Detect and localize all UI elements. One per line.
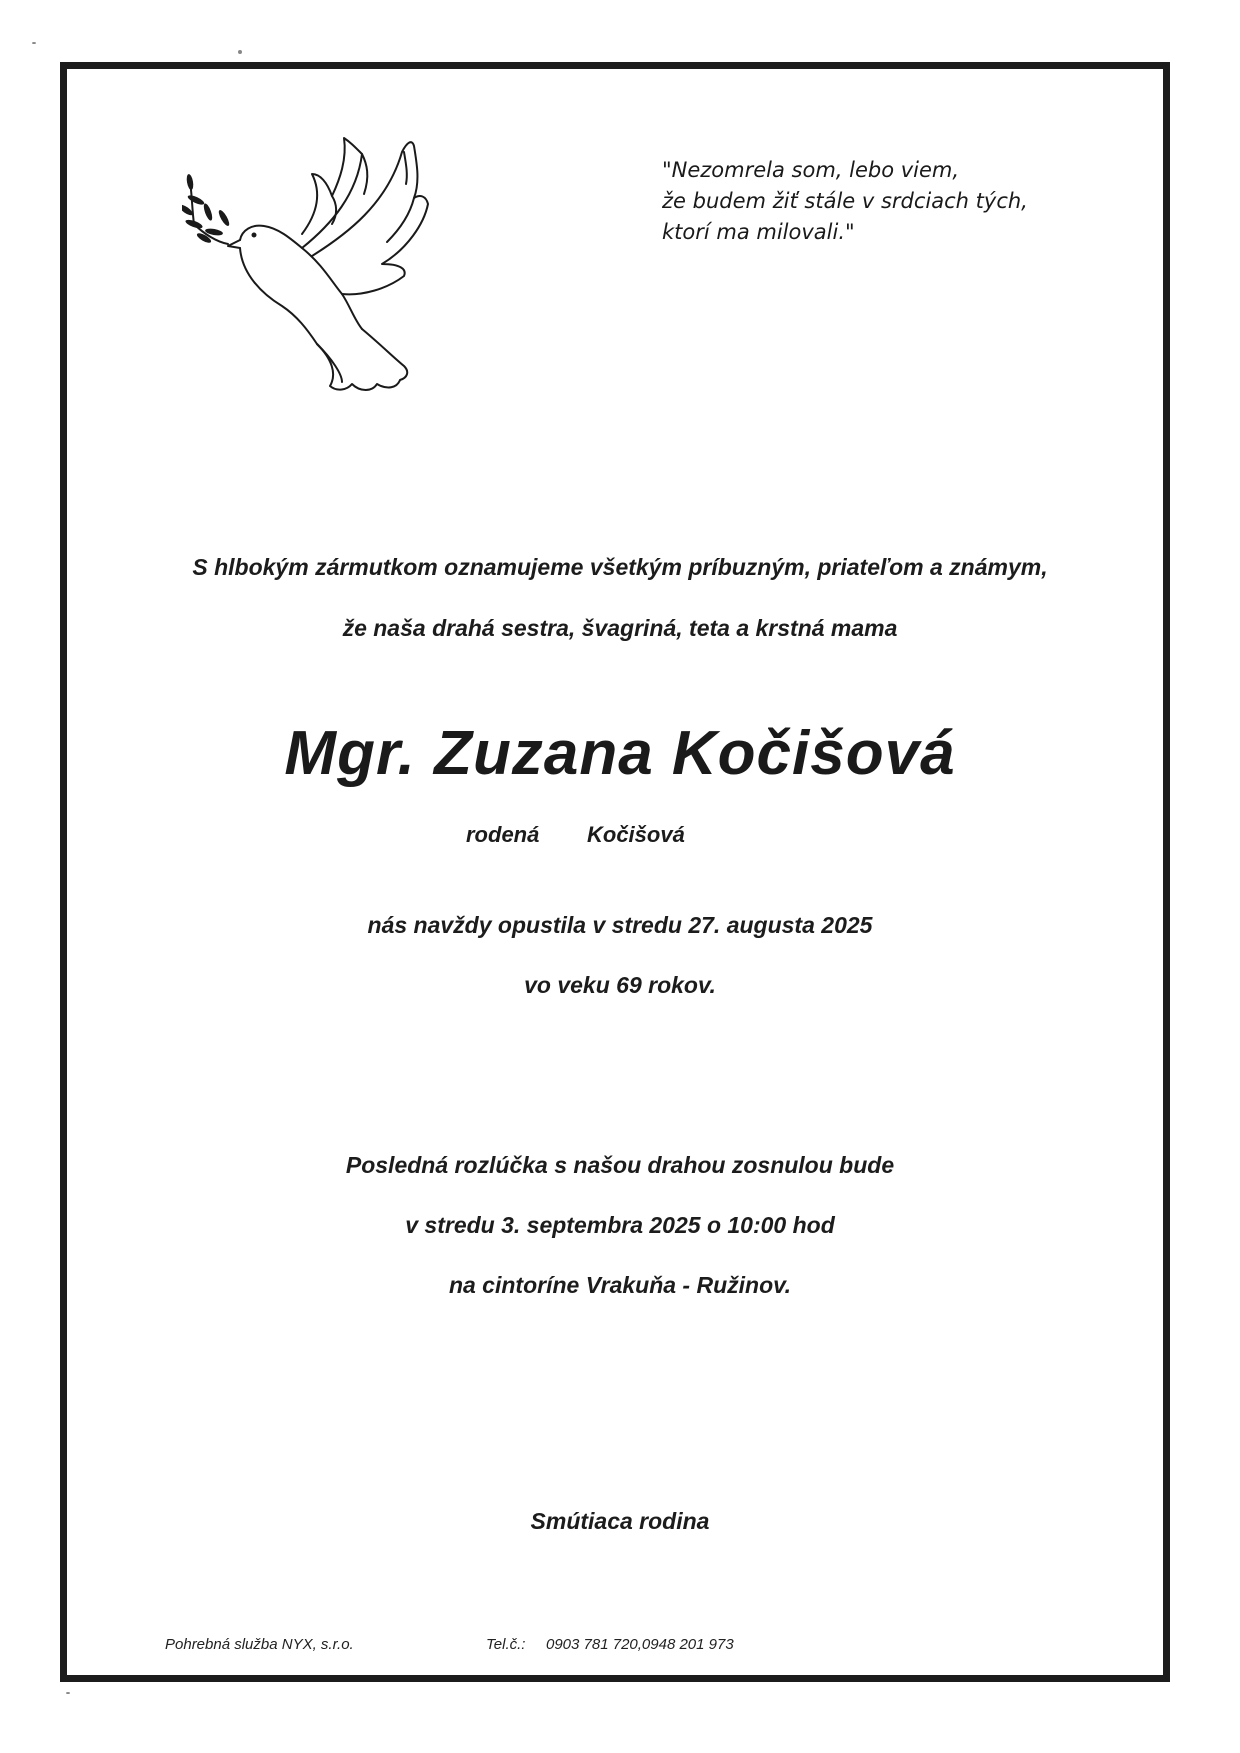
scan-speck — [238, 50, 242, 54]
signature: Smútiaca rodina — [530, 1508, 710, 1534]
age-line: vo veku 69 rokov. — [524, 972, 716, 998]
deceased-name: Mgr. Zuzana Kočišová — [284, 719, 956, 788]
funeral-intro: Posledná rozlúčka s našou drahou zosnulou bude — [345, 1152, 895, 1178]
footer-company: Pohrebná služba NYX, s.r.o. — [165, 1636, 354, 1653]
announcement-relation: že naša drahá sestra, švagriná, teta a krstná mama — [342, 615, 898, 641]
quote-line: že budem žiť stále v srdciach tých, — [662, 189, 1028, 213]
footer-phone-label: Tel.č.: — [486, 1636, 526, 1653]
announcement-line: S hlbokým zármutkom oznamujeme všetkým príbuzným, priateľom a známym, — [192, 554, 1048, 580]
scan-speck — [66, 1692, 70, 1694]
funeral-location: na cintoríne Vrakuňa - Ružinov. — [448, 1272, 792, 1298]
footer-phone: 0903 781 720,0948 201 973 — [546, 1636, 734, 1653]
quote-line: "Nezomrela som, lebo viem, — [662, 158, 960, 182]
scan-speck — [32, 42, 36, 44]
born-label: rodená — [466, 822, 540, 847]
death-date-line: nás navždy opustila v stredu 27. augusta 2025 — [367, 912, 873, 938]
quote-line: ktorí ma milovali." — [662, 220, 855, 244]
maiden-name: Kočišová — [587, 822, 685, 847]
funeral-date: v stredu 3. septembra 2025 o 10:00 hod — [405, 1212, 835, 1238]
memorial-quote — [662, 155, 1082, 248]
dove-with-olive-branch-icon — [182, 134, 472, 400]
